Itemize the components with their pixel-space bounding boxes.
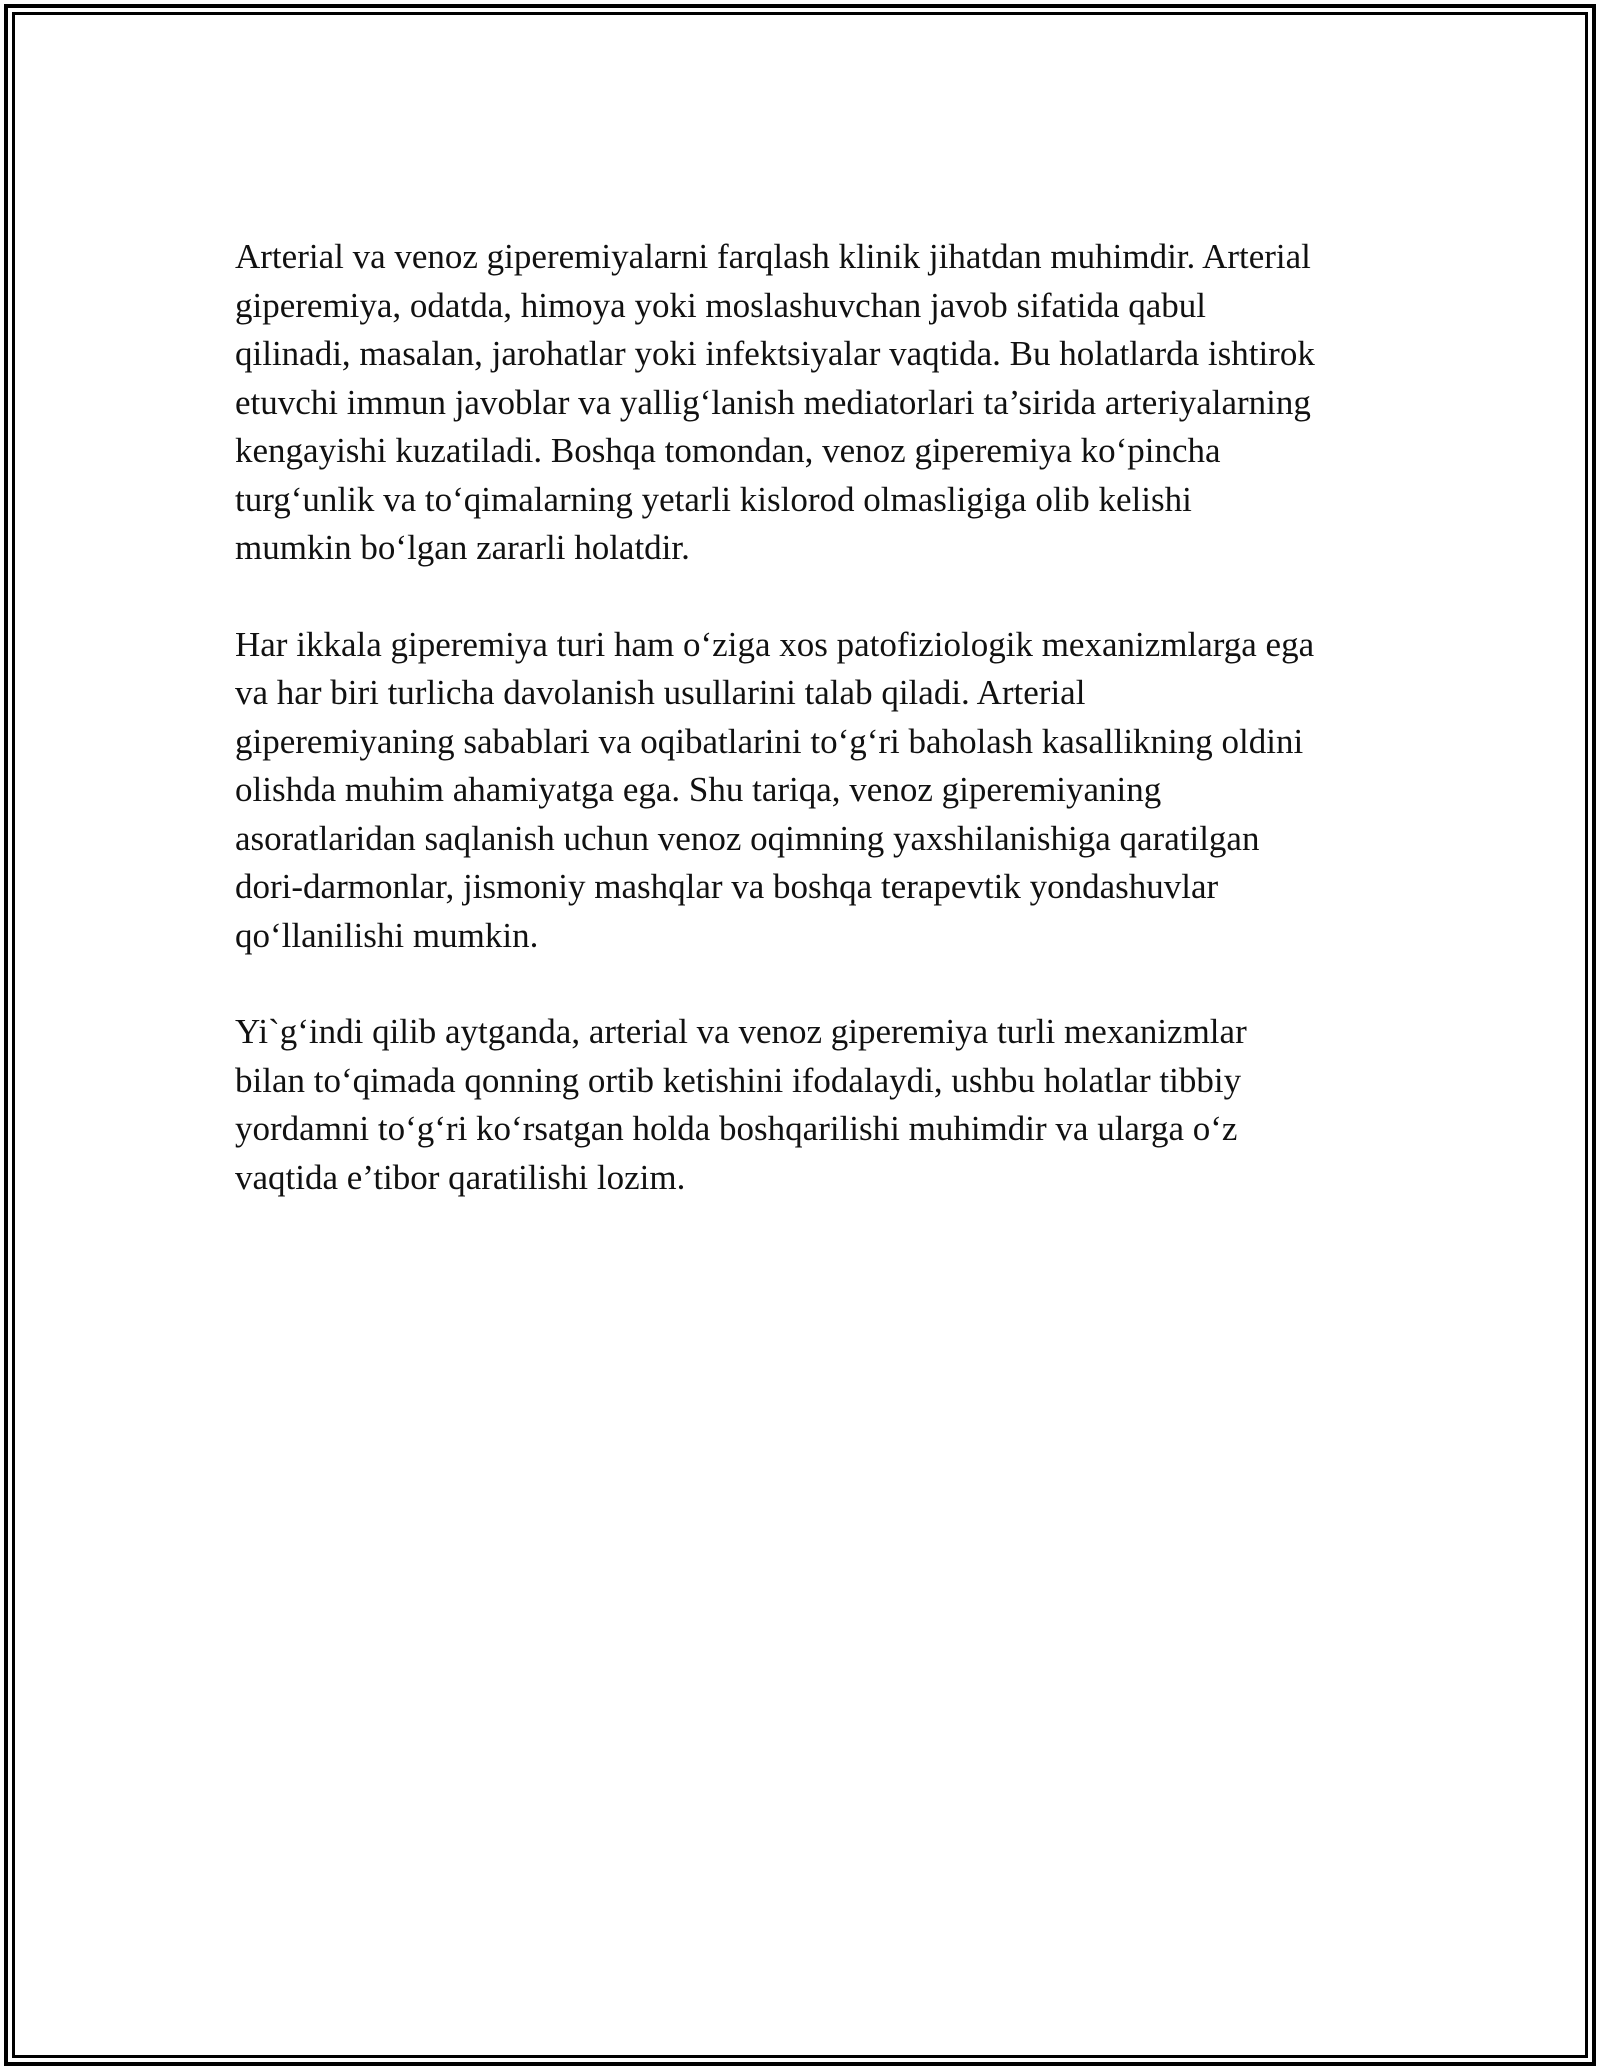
- document-body: [235, 233, 1375, 1250]
- paragraph-2: Har ikkala giperemiya turi ham o‘ziga xos patofiziologik mexanizmlarga ega va har biri turlicha davolanish usullarini talab qiladi. Arterial giperemiyaning sabablari va oqibatlarini to‘g‘ri baholash kasallikning oldini olishda muhim ahamiyatga ega. Shu tariqa, venoz giperemiyaning asoratlaridan saqlanish uchun venoz oqimning yaxshilanishiga qaratilgan dori-darmonlar, jismoniy mashqlar va boshqa terapevtik yondashuvlar qo‘llanilishi mumkin.: [235, 624, 1315, 955]
- paragraph-1: Arterial va venoz giperemiyalarni farqlash klinik jihatdan muhimdir. Arterial giperemiya, odatda, himoya yoki moslashuvchan javob sifatida qabul qilinadi, masalan, jarohatlar yoki infektsiyalar vaqtida. Bu holatlarda ishtirok etuvchi immun javoblar va yallig‘lanish mediatorlari ta’sirida arteriyalarning kengayishi kuzatiladi. Boshqa tomondan, venoz giperemiya ko‘pincha turg‘unlik va to‘qimalarning yetarli kislorod olmasligiga olib kelishi mumkin bo‘lgan zararli holatdir.: [235, 237, 1315, 567]
- paragraph-3: Yi`g‘indi qilib aytganda, arterial va venoz giperemiya turli mexanizmlar bilan to‘qimada qonning ortib ketishini ifodalaydi, ushbu holatlar tibbiy yordamni to‘g‘ri ko‘rsatgan holda boshqarilishi muhimdir va ularga o‘z vaqtida e’tibor qaratilishi lozim.: [235, 1012, 1247, 1197]
